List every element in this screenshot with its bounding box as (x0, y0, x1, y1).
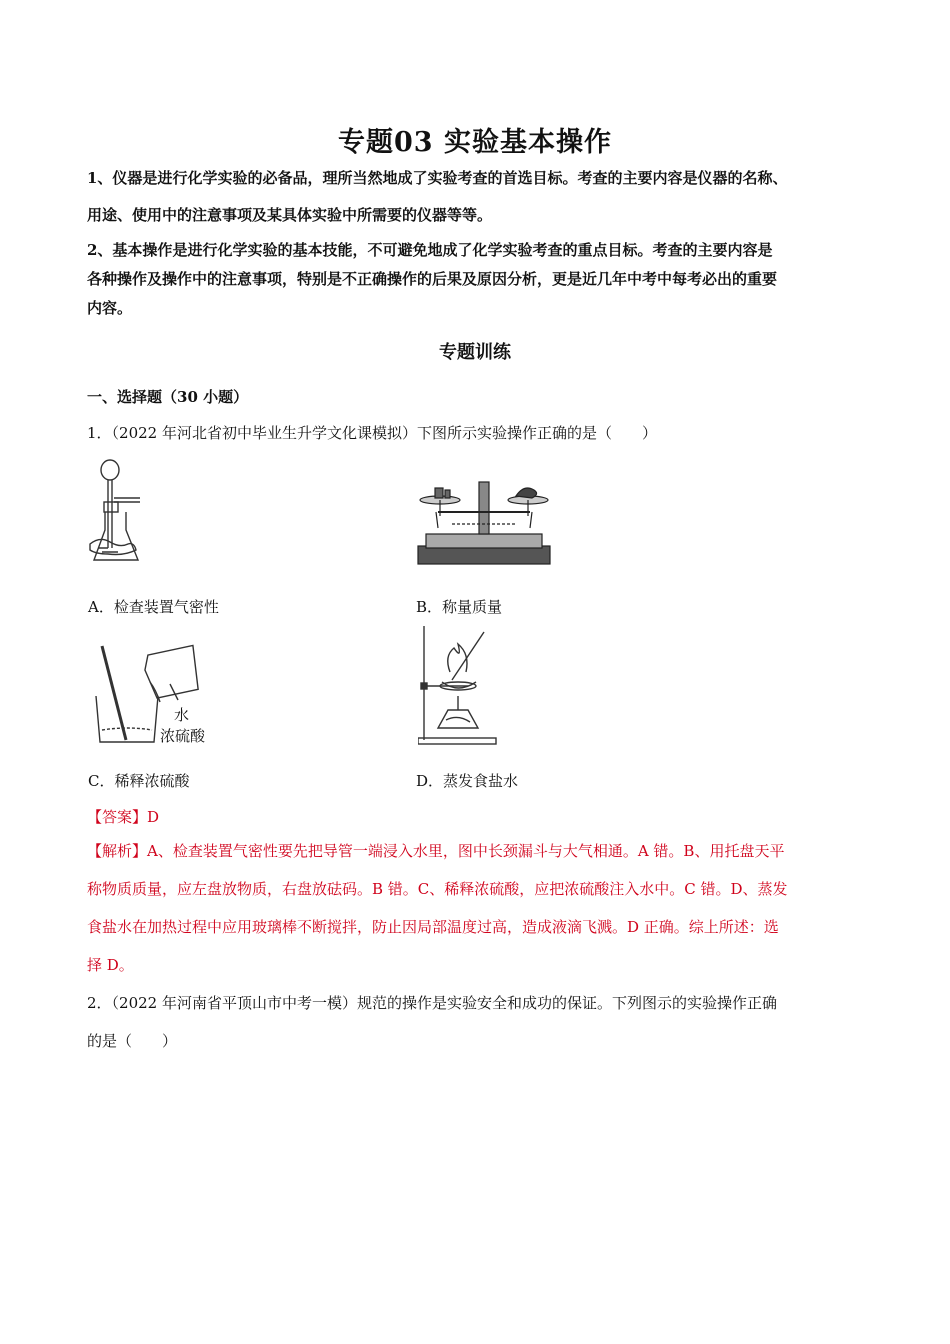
question-2-stem-line: 的是（ ） (87, 1032, 178, 1050)
section-title: 专题训练 (439, 342, 511, 363)
question-1-analysis (87, 832, 867, 984)
option-c-label: C．稀释浓硫酸 (88, 772, 190, 790)
intro-paragraph-1 (87, 164, 867, 230)
option-a-label: A．检查装置气密性 (88, 598, 219, 616)
page-title: 专题03 实验基本操作 (338, 127, 612, 158)
subsection-heading: 一、选择题（30 小题） (87, 388, 249, 406)
figure-c-dilute-acid (90, 644, 214, 746)
intro-paragraph-2 (87, 236, 867, 323)
analysis-line: 食盐水在加热过程中应用玻璃棒不断搅拌，防止因局部温度过高，造成液滴飞溅。D 正确。综上所述：选 (87, 918, 779, 936)
figure-d-evaporation (418, 624, 498, 746)
option-d-label: D．蒸发食盐水 (416, 772, 519, 790)
figure-c-acid-label: 浓硫酸 (160, 727, 206, 745)
analysis-line: 【解析】A、检查装置气密性要先把导管一端浸入水里，图中长颈漏斗与大气相通。A 错。B、用托盘天平 (87, 842, 785, 860)
option-b-label: B．称量质量 (416, 598, 503, 616)
analysis-line: 择 D。 (87, 956, 134, 974)
intro-p1-line: 用途、使用中的注意事项及某具体实验中所需要的仪器等等。 (87, 206, 493, 224)
figure-b-balance (416, 476, 552, 570)
intro-p2-line: 各种操作及操作中的注意事项，特别是不正确操作的后果及原因分析，更是近几年中考中每考必出的重要 (87, 270, 778, 288)
question-2-stem-line: 2．（2022 年河南省平顶山市中考一模）规范的操作是实验安全和成功的保证。下列图示的实验操作正确 (87, 994, 777, 1012)
analysis-line: 称物质质量，应左盘放物质，右盘放砝码。B 错。C、稀释浓硫酸，应把浓硫酸注入水中。C 错。D、蒸发 (87, 880, 788, 898)
intro-p1-line: 1、仪器是进行化学实验的必备品，理所当然地成了实验考查的首选目标。考查的主要内容是仪器的名称、 (87, 169, 788, 187)
question-1-stem-text: 1．（2022 年河北省初中毕业生升学文化课模拟）下图所示实验操作正确的是（ ） (87, 424, 657, 442)
intro-p2-line: 2、基本操作是进行化学实验的基本技能，不可避免地成了化学实验考查的重点目标。考查的主要内容是 (87, 241, 773, 259)
question-1-stem (87, 414, 867, 452)
question-1-answer: 【答案】D (87, 808, 160, 826)
figure-a-airtightness-check (88, 456, 150, 572)
figure-c-water-label: 水 (174, 706, 190, 724)
intro-p2-line: 内容。 (87, 299, 133, 317)
question-2-stem (87, 984, 867, 1060)
